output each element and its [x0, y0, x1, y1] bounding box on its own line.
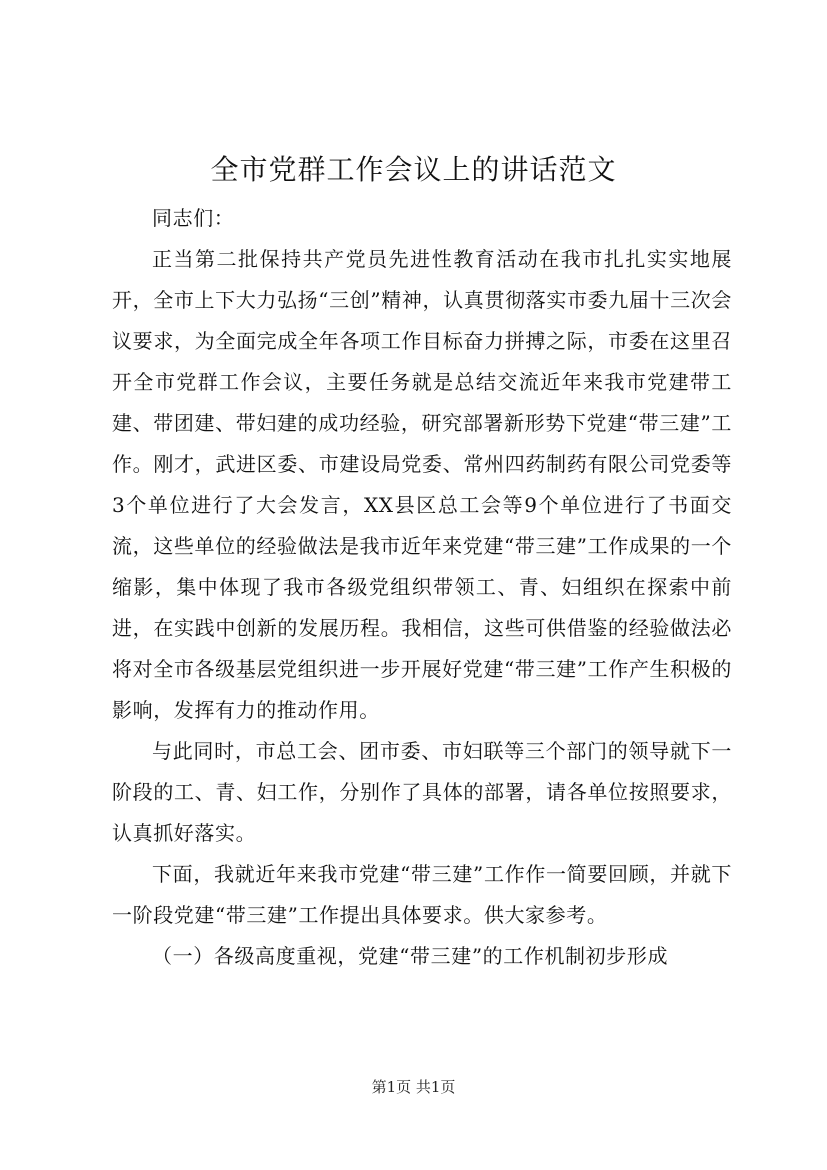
paragraph-next: 下面，我就近年来我市党建“带三建”工作作一简要回顾，并就下一阶段党建“带三建”工作提出具体要求。供大家参考。 — [112, 862, 732, 927]
page-footer: 第1页 共1页 — [371, 1078, 456, 1096]
document-body — [112, 198, 732, 977]
paragraph-opening: 正当第二批保持共产党员先进性教育活动在我市扎扎实实地展开，全市上下大力弘扬“三创”精神，认真贯彻落实市委九届十三次会议要求，为全面完成全年各项工作目标奋力拼搏之际，市委在这里召开全市党群工作会议，主要任务就是总结交流近年来我市党建带工建、带团建、带妇建的成功经验，研究部署新形势下党建“带三建”工作。刚才，武进区委、市建设局党委、常州四药制药有限公司党委等3个单位进行了大会发言，XX县区总工会等9个单位进行了书面交流，这些单位的经验做法是我市近年来党建“带三建”工作成果的一个缩影，集中体现了我市各级党组织带领工、青、妇组织在探索中前进，在实践中创新的发展历程。我相信，这些可供借鉴的经验做法必将对全市各级基层党组织进一步开展好党建“带三建”工作产生积极的影响，发挥有力的推动作用。 — [112, 247, 732, 722]
paragraph-meantime: 与此同时，市总工会、团市委、市妇联等三个部门的领导就下一阶段的工、青、妇工作，分别作了具体的部署，请各单位按照要求，认真抓好落实。 — [112, 739, 732, 845]
section-subheading: （一）各级高度重视，党建“带三建”的工作机制初步形成 — [152, 944, 669, 968]
salutation: 同志们： — [152, 206, 235, 230]
document-title: 全市党群工作会议上的讲话范文 — [210, 153, 617, 186]
